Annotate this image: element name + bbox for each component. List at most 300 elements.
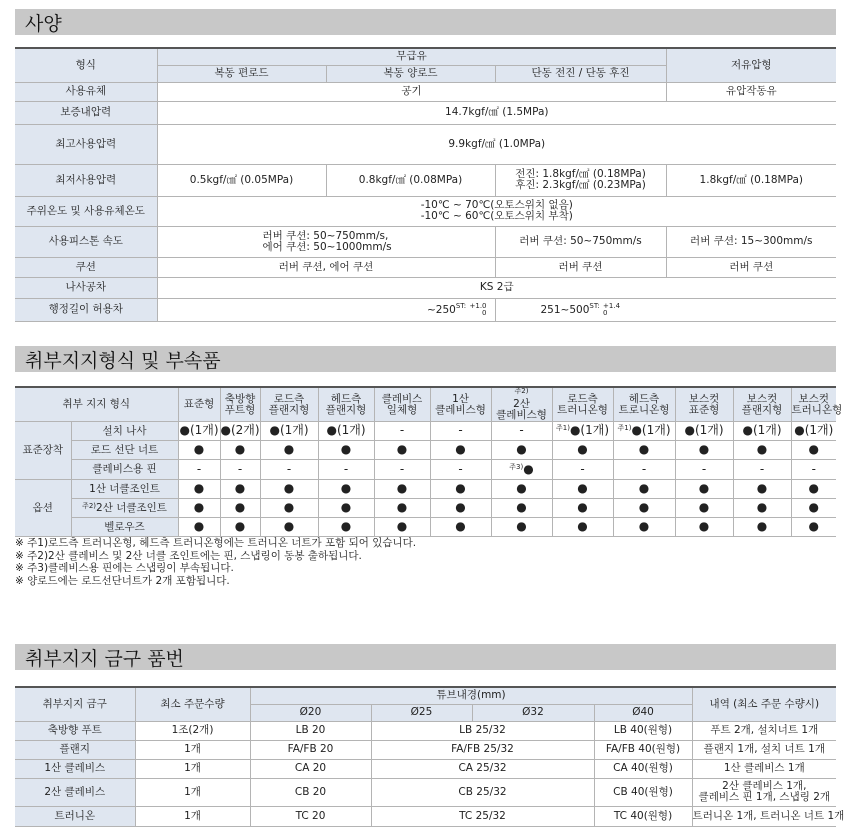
cell-value: ● — [638, 500, 650, 514]
cell-value: ● — [756, 481, 768, 495]
cell-value: - — [458, 423, 463, 437]
cell-line: 2산 클레비스 1개, — [722, 780, 807, 792]
cell-value: ● — [638, 442, 650, 456]
table-cell: TC 25/32 — [371, 806, 594, 826]
cell-value: ● — [234, 500, 246, 514]
table-cell — [220, 422, 260, 441]
table-cell — [178, 499, 220, 518]
header-cell — [220, 387, 260, 422]
cell-value: - — [641, 461, 647, 476]
header-cell: 단동 전진 / 단동 후진 — [495, 65, 666, 82]
cell-value: - — [343, 461, 349, 476]
table-cell: CA 20 — [250, 759, 371, 778]
cell-value: ●(1개) — [179, 423, 219, 437]
table-cell: 러버 쿠션: 50~750mm/s — [495, 226, 666, 257]
cell-line: 푸트형 — [224, 403, 256, 416]
table-cell — [430, 480, 491, 499]
cell-line: 에어 쿠션: 50~1000mm/s — [262, 240, 392, 253]
cell-value: ● — [193, 500, 205, 514]
cell-line: 축방향 — [224, 392, 256, 405]
section-title: 취부지지 금구 품번 — [25, 647, 184, 670]
cell-line: 트로니온형 — [618, 403, 670, 416]
header-cell — [491, 387, 552, 422]
table-cell — [791, 480, 836, 499]
cell-value: ● — [577, 500, 588, 514]
note-mark: 주2) — [82, 501, 97, 510]
cell-value: - — [519, 423, 524, 437]
row-label: 2산 클레비스 — [15, 778, 135, 806]
table-cell — [318, 441, 374, 460]
header-cell — [613, 387, 675, 422]
header-cell — [552, 387, 613, 422]
row-label-text: 벨로우즈 — [104, 520, 145, 533]
cell-value: ● — [283, 442, 295, 456]
cell-value: ● — [577, 519, 588, 533]
table-cell — [552, 480, 613, 499]
table-cell — [374, 422, 430, 441]
cell-value: ● — [193, 442, 205, 456]
footnote: ※ 양로드에는 로드선단너트가 2개 포함됩니다. — [15, 574, 230, 587]
cell-line: 플랜지형 — [325, 403, 367, 416]
table-cell — [675, 480, 733, 499]
tolerance-lower: 0 — [603, 308, 608, 317]
table-cell: 공기 — [157, 82, 666, 101]
table-cell: CB 25/32 — [371, 778, 594, 806]
mount-table — [15, 386, 843, 537]
tolerance-range: 251~500 — [540, 303, 590, 316]
group-label: 표준장착 — [15, 422, 71, 480]
cell-value: ● — [396, 481, 408, 495]
cell-line: 클레비스 핀 1개, 스냅링 2개 — [698, 791, 831, 803]
cell-value: ● — [340, 519, 352, 533]
parts-table — [15, 686, 845, 827]
table-cell: FA/FB 25/32 — [371, 740, 594, 759]
table-cell — [374, 518, 430, 537]
cell-line: 일체형 — [386, 403, 418, 416]
table-cell — [374, 460, 430, 480]
cell-value: ● — [283, 500, 295, 514]
cell-line: 트러니온 1개, 트러니온 너트 1개 — [692, 809, 845, 822]
cell-value: ● — [340, 481, 352, 495]
row-label: 행정길이 허용차 — [15, 298, 157, 321]
cell-value: ● — [193, 481, 205, 495]
table-cell: 1.8kgf/㎠ (0.18MPa) — [666, 164, 836, 196]
cell-value: ● — [698, 442, 710, 456]
cell-value: ● — [698, 519, 710, 533]
table-cell: CA 40(원형) — [594, 759, 692, 778]
cell-value: - — [237, 461, 243, 476]
table-cell — [733, 460, 791, 480]
header-cell — [178, 387, 220, 422]
table-cell — [495, 298, 836, 321]
header-cell — [791, 387, 843, 422]
spec-table — [15, 47, 836, 322]
row-label: 사용피스톤 속도 — [15, 226, 157, 257]
header-cell: 무급유 — [157, 48, 666, 65]
cell-line: 전진: 1.8kgf/㎠ (0.18MPa) — [515, 168, 646, 180]
table-cell — [552, 460, 613, 480]
table-cell — [260, 480, 318, 499]
cell-line: 1산 — [452, 392, 469, 405]
cell-value: ● — [577, 481, 588, 495]
header-cell: 최소 주문수량 — [135, 687, 250, 721]
table-cell — [260, 499, 318, 518]
row-label — [71, 441, 178, 460]
row-label: 주위온도 및 사용유체온도 — [15, 196, 157, 226]
header-cell: 취부 지지 형식 — [15, 387, 178, 422]
cell-line: 클레비스 — [381, 392, 423, 405]
group-label: 옵션 — [15, 480, 71, 537]
cell-line: 클레비스형 — [496, 409, 547, 421]
table-cell — [692, 740, 836, 759]
header-cell: 복동 편로드 — [157, 65, 326, 82]
cell-line: 로드측 — [273, 392, 305, 405]
table-row — [15, 480, 836, 499]
cell-value: - — [759, 461, 765, 476]
cell-value: ● — [516, 519, 527, 533]
cell-line: 보스컷 — [746, 392, 778, 405]
header-cell — [675, 387, 733, 422]
table-cell: 1개 — [135, 778, 250, 806]
table-cell: LB 25/32 — [371, 721, 594, 740]
cell-line: 헤드측 — [330, 392, 362, 405]
cell-line: 후진: 2.3kgf/㎠ (0.23MPa) — [515, 179, 646, 191]
cell-value: ●(1개) — [631, 423, 671, 437]
cell-value: ● — [756, 442, 768, 456]
table-cell — [491, 499, 552, 518]
row-label: 플랜지 — [15, 740, 135, 759]
tolerance-upper: +1.0 — [469, 301, 487, 310]
table-cell — [791, 499, 836, 518]
header-cell — [374, 387, 430, 422]
table-cell — [178, 460, 220, 480]
cell-line: -10℃ ~ 60℃(오토스위치 부착) — [420, 210, 573, 222]
table-row — [15, 759, 836, 778]
table-row — [15, 460, 836, 480]
table-cell — [675, 499, 733, 518]
cell-value: ●(2개) — [220, 423, 260, 437]
cell-value: ● — [808, 481, 819, 495]
table-cell — [157, 196, 836, 226]
cell-value: ● — [455, 500, 466, 514]
row-label: 최저사용압력 — [15, 164, 157, 196]
table-cell: CB 20 — [250, 778, 371, 806]
table-cell — [613, 480, 675, 499]
table-cell: CA 25/32 — [371, 759, 594, 778]
cell-line: 푸트 2개, 설치너트 1개 — [710, 724, 819, 736]
table-cell — [260, 518, 318, 537]
table-cell — [430, 460, 491, 480]
tolerance-range: ~250 — [427, 303, 456, 316]
cell-value: ●(1개) — [569, 423, 610, 437]
cell-value: ● — [698, 481, 710, 495]
section-title: 사양 — [25, 12, 62, 35]
table-cell — [613, 499, 675, 518]
st-mark: ST: — [589, 301, 600, 310]
table-cell — [374, 499, 430, 518]
cell-value: ● — [808, 442, 819, 456]
table-cell — [733, 480, 791, 499]
table-cell — [318, 518, 374, 537]
cell-line: 표준형 — [183, 398, 215, 410]
cell-value: - — [701, 461, 707, 476]
cell-line: 보스컷 — [688, 392, 720, 405]
table-cell — [260, 460, 318, 480]
row-label: 사용유체 — [15, 82, 157, 101]
table-cell — [318, 499, 374, 518]
footnote: ※ 주1)로드측 트러니온형, 헤드측 트러니온형에는 트러니온 너트가 포함 되어 있습니다. — [15, 537, 417, 549]
cell-line: 플랜지형 — [741, 403, 783, 416]
table-cell: 9.9kgf/㎠ (1.0MPa) — [157, 124, 836, 164]
cell-value: ●(1개) — [742, 423, 782, 437]
table-cell: 1개 — [135, 740, 250, 759]
cell-value: - — [399, 461, 405, 476]
header-cell — [430, 387, 491, 422]
table-cell: LB 20 — [250, 721, 371, 740]
cell-line: 보스컷 — [798, 392, 829, 405]
header-cell: 형식 — [15, 48, 157, 82]
cell-value: ● — [638, 519, 650, 533]
cell-line: 1산 클레비스 1개 — [723, 762, 805, 774]
table-cell — [733, 499, 791, 518]
cell-value: ●(1개) — [326, 423, 366, 437]
cell-value: ●(1개) — [269, 423, 309, 437]
row-label: 1산 클레비스 — [15, 759, 135, 778]
st-mark: ST: — [455, 301, 467, 310]
table-cell — [430, 422, 491, 441]
table-cell — [220, 518, 260, 537]
cell-value: ● — [283, 481, 295, 495]
table-cell — [733, 518, 791, 537]
table-cell — [260, 422, 318, 441]
table-cell — [220, 441, 260, 460]
header-cell: 튜브내경(mm) — [250, 687, 692, 704]
header-cell: 내역 (최소 주문 수량시) — [692, 687, 836, 721]
row-label: 최고사용압력 — [15, 124, 157, 164]
cell-value: ● — [340, 442, 352, 456]
tolerance-lower: 0 — [482, 308, 487, 317]
cell-value: ● — [808, 519, 819, 533]
cell-value: ● — [516, 442, 527, 456]
table-cell — [491, 441, 552, 460]
row-label-text: 로드 선단 너트 — [90, 443, 159, 456]
table-cell: 러버 쿠션, 에어 쿠션 — [157, 257, 495, 277]
cell-line: 표준형 — [688, 403, 720, 416]
row-label-text: 2산 너클조인트 — [96, 501, 167, 514]
table-cell — [430, 518, 491, 537]
cell-line: 러버 쿠션: 50~750mm/s, — [262, 229, 389, 242]
row-label — [71, 518, 178, 537]
header-cell: 저유압형 — [666, 48, 836, 82]
table-row — [15, 721, 836, 740]
table-cell — [552, 518, 613, 537]
cell-line: 클레비스형 — [435, 403, 486, 416]
cell-value: - — [811, 461, 816, 476]
table-cell — [178, 480, 220, 499]
table-cell — [178, 422, 220, 441]
table-cell — [675, 460, 733, 480]
table-cell: 러버 쿠션: 15~300mm/s — [666, 226, 836, 257]
row-label: 축방향 푸트 — [15, 721, 135, 740]
table-row — [15, 740, 836, 759]
row-label-text: 설치 나사 — [102, 424, 147, 437]
cell-value: ● — [455, 481, 466, 495]
table-cell: CB 40(원형) — [594, 778, 692, 806]
table-cell: 러버 쿠션 — [666, 257, 836, 277]
table-cell — [675, 518, 733, 537]
table-cell — [157, 226, 495, 257]
table-cell: 0.8kgf/㎠ (0.08MPa) — [326, 164, 495, 196]
table-cell — [613, 422, 675, 441]
table-cell: 14.7kgf/㎠ (1.5MPa) — [157, 101, 836, 124]
table-cell — [692, 759, 836, 778]
table-cell — [791, 422, 836, 441]
tolerance-upper: +1.4 — [603, 301, 621, 310]
table-cell — [491, 422, 552, 441]
section-header-parts — [15, 644, 836, 670]
row-label — [71, 480, 178, 499]
table-cell — [613, 441, 675, 460]
note-mark: 주3) — [509, 462, 524, 471]
cell-value: ● — [516, 500, 527, 514]
table-cell — [692, 778, 836, 806]
cell-value: ● — [234, 442, 246, 456]
cell-value: ● — [283, 519, 295, 533]
table-cell: TC 20 — [250, 806, 371, 826]
cell-value: ● — [516, 481, 527, 495]
table-cell: KS 2급 — [157, 277, 836, 298]
cell-value: - — [458, 461, 463, 476]
cell-value: ● — [234, 519, 246, 533]
table-cell — [430, 499, 491, 518]
cell-value: ● — [808, 500, 819, 514]
section-title: 취부지지형식 및 부속품 — [25, 349, 221, 372]
table-cell — [318, 460, 374, 480]
table-cell — [613, 460, 675, 480]
table-row — [15, 499, 836, 518]
header-cell — [318, 387, 374, 422]
row-label: 트러니온 — [15, 806, 135, 826]
cell-value: ● — [340, 500, 352, 514]
table-cell — [220, 460, 260, 480]
table-cell: LB 40(원형) — [594, 721, 692, 740]
table-cell — [613, 518, 675, 537]
table-row — [15, 518, 836, 537]
table-cell — [318, 422, 374, 441]
table-cell: 유압작동유 — [666, 82, 836, 101]
header-cell: 복동 양로드 — [326, 65, 495, 82]
row-label: 보증내압력 — [15, 101, 157, 124]
table-cell — [552, 499, 613, 518]
cell-value: ● — [193, 519, 205, 533]
table-cell: 0.5kgf/㎠ (0.05MPa) — [157, 164, 326, 196]
table-cell — [692, 721, 836, 740]
table-cell — [178, 518, 220, 537]
table-cell — [495, 164, 666, 196]
row-label — [71, 499, 178, 518]
table-cell — [791, 518, 836, 537]
row-label-text: 1산 너클조인트 — [89, 482, 160, 495]
table-cell — [733, 441, 791, 460]
header-cell: Ø40 — [594, 704, 692, 721]
table-cell — [491, 460, 552, 480]
cell-value: ● — [523, 461, 534, 476]
table-cell: TC 40(원형) — [594, 806, 692, 826]
cell-value: ● — [455, 519, 466, 533]
cell-line: 플랜지 1개, 설치 너트 1개 — [703, 743, 825, 755]
table-cell: 1개 — [135, 806, 250, 826]
table-cell — [733, 422, 791, 441]
cell-value: ● — [698, 500, 710, 514]
cell-line: 트러니온형 — [557, 403, 608, 416]
footnote: ※ 주3)클레비스용 핀에는 스냅링이 부속됩니다. — [15, 562, 234, 574]
cell-line: 헤드측 — [628, 392, 660, 405]
cell-value: ● — [396, 500, 408, 514]
header-cell — [733, 387, 791, 422]
header-cell: 취부지지 금구 — [15, 687, 135, 721]
note-mark: 주1) — [556, 424, 570, 432]
footnotes — [15, 537, 416, 587]
cell-value: ●(1개) — [684, 423, 724, 437]
table-cell — [552, 441, 613, 460]
table-cell — [791, 460, 836, 480]
table-cell — [491, 480, 552, 499]
row-label — [71, 460, 178, 480]
table-row — [15, 778, 836, 806]
table-cell — [220, 480, 260, 499]
table-cell — [430, 441, 491, 460]
table-row — [15, 422, 836, 441]
cell-value: - — [286, 461, 292, 476]
cell-line: 2산 — [513, 398, 530, 410]
cell-value: ● — [234, 481, 246, 495]
cell-value: - — [580, 461, 585, 476]
row-label-text: 클레비스용 핀 — [92, 463, 157, 475]
cell-value: ● — [756, 519, 768, 533]
table-cell — [318, 480, 374, 499]
table-row — [15, 441, 836, 460]
table-cell — [675, 422, 733, 441]
section-header-mount — [15, 346, 836, 372]
header-cell: Ø25 — [371, 704, 472, 721]
note-mark: 주1) — [617, 424, 632, 432]
cell-value: ●(1개) — [794, 423, 834, 437]
table-cell — [260, 441, 318, 460]
table-cell: 1개 — [135, 759, 250, 778]
table-row — [15, 806, 836, 826]
header-cell — [260, 387, 318, 422]
footnote: ※ 주2)2산 클레비스 및 2산 너클 조인트에는 핀, 스냅링이 동봉 출하됩니다. — [15, 549, 362, 562]
cell-line: 로드측 — [567, 392, 598, 405]
cell-value: ● — [396, 519, 408, 533]
table-cell — [552, 422, 613, 441]
table-cell: FA/FB 40(원형) — [594, 740, 692, 759]
row-label: 쿠션 — [15, 257, 157, 277]
cell-line: -10℃ ~ 70℃(오토스위치 없음) — [420, 199, 573, 211]
table-cell — [220, 499, 260, 518]
table-cell: FA/FB 20 — [250, 740, 371, 759]
table-cell: 러버 쿠션 — [495, 257, 666, 277]
cell-value: ● — [638, 481, 650, 495]
header-cell: Ø20 — [250, 704, 371, 721]
cell-value: ● — [396, 442, 408, 456]
table-cell — [157, 298, 495, 321]
note-mark: 주2) — [514, 387, 529, 395]
table-cell: 1조(2개) — [135, 721, 250, 740]
cell-line: 트러니온형 — [791, 403, 843, 416]
cell-value: ● — [577, 442, 588, 456]
section-header-spec — [15, 9, 836, 35]
